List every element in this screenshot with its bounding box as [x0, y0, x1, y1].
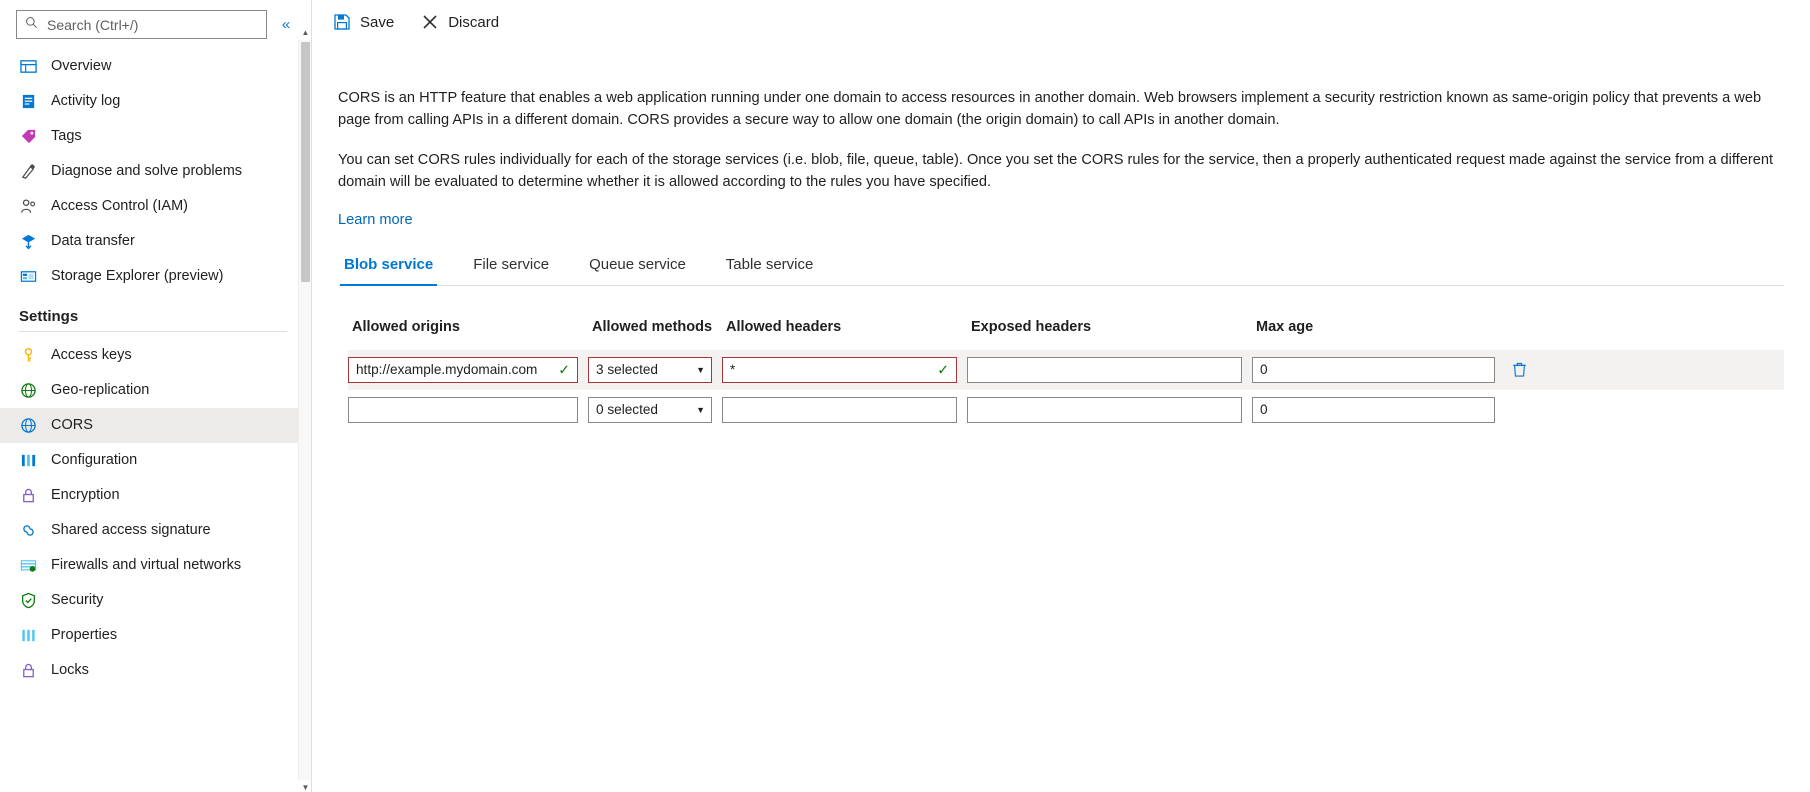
- cell-allowed-origins: [348, 397, 588, 423]
- sidebar-item-label: Firewalls and virtual networks: [51, 557, 242, 574]
- command-bar: [312, 0, 1810, 44]
- diagnose-icon: [19, 163, 37, 181]
- search-box[interactable]: [16, 10, 267, 39]
- tags-icon: [19, 128, 37, 146]
- key-icon: [19, 347, 37, 365]
- sidebar-item-firewalls-and-virtual-networks[interactable]: [0, 548, 311, 583]
- lock-icon: [19, 487, 37, 505]
- sidebar-item-label: Locks: [51, 662, 89, 679]
- sidebar-item-label: Storage Explorer (preview): [51, 268, 224, 285]
- column-header-max-age: Max age: [1256, 318, 1314, 335]
- properties-icon: [19, 627, 37, 645]
- trash-icon: [1511, 361, 1528, 378]
- sidebar-item-encryption[interactable]: [0, 478, 311, 513]
- sidebar-item-configuration[interactable]: [0, 443, 311, 478]
- cors-content: [312, 44, 1810, 430]
- sidebar-item-label: Configuration: [51, 452, 138, 469]
- column-header-allowed-headers: Allowed headers: [726, 318, 842, 335]
- access-control-icon: [19, 198, 37, 216]
- allowed-headers-input[interactable]: [722, 357, 957, 383]
- save-icon: [332, 13, 351, 32]
- sidebar-item-label: Encryption: [51, 487, 120, 504]
- tab-blob-service[interactable]: Blob service: [340, 250, 437, 285]
- discard-button[interactable]: [418, 9, 501, 36]
- sidebar-item-label: Tags: [51, 128, 82, 145]
- settings-section-header: Settings: [19, 308, 79, 325]
- chevron-down-icon: ▼: [696, 364, 705, 375]
- sidebar-item-access-control-iam[interactable]: [0, 189, 311, 224]
- column-header-allowed-methods: Allowed methods: [592, 318, 713, 335]
- save-button-label: Save: [360, 13, 395, 31]
- chevron-down-icon: ▼: [696, 404, 705, 415]
- cell-allowed-methods: [588, 397, 722, 423]
- column-header-exposed-headers: Exposed headers: [971, 318, 1092, 335]
- discard-button-label: Discard: [448, 13, 500, 31]
- allowed-methods-value: 3 selected: [596, 362, 658, 378]
- sidebar-item-security[interactable]: [0, 583, 311, 618]
- sidebar-item-label: Activity log: [51, 93, 121, 110]
- allowed-methods-value: 0 selected: [596, 402, 658, 418]
- service-tabs: [338, 250, 1784, 286]
- allowed-origins-input[interactable]: [348, 397, 578, 423]
- tab-table-service[interactable]: Table service: [725, 255, 814, 273]
- sidebar-item-access-keys[interactable]: [0, 338, 311, 373]
- sidebar-item-label: Overview: [51, 58, 112, 75]
- exposed-headers-input[interactable]: [967, 357, 1242, 383]
- table-row: [348, 390, 1784, 430]
- sidebar-item-label: Data transfer: [51, 233, 135, 250]
- sidebar-item-overview[interactable]: [0, 49, 311, 84]
- sidebar-item-label: Geo-replication: [51, 382, 150, 399]
- sidebar-item-label: Properties: [51, 627, 118, 644]
- globe-icon: [19, 382, 37, 400]
- grid-header-row: [348, 312, 1784, 342]
- search-icon: [25, 16, 38, 34]
- close-icon: [420, 13, 439, 32]
- collapse-menu-button[interactable]: «: [281, 16, 291, 33]
- sidebar-item-label: Security: [51, 592, 104, 609]
- tab-queue-service[interactable]: Queue service: [589, 255, 686, 273]
- cell-max-age: [1252, 397, 1505, 423]
- overview-icon: [19, 58, 37, 76]
- cell-allowed-headers: [722, 357, 967, 383]
- sidebar-item-data-transfer[interactable]: [0, 224, 311, 259]
- cors-icon: [19, 417, 37, 435]
- storage-explorer-icon: [19, 268, 37, 286]
- column-header-allowed-origins: Allowed origins: [352, 318, 460, 335]
- cell-exposed-headers: [967, 397, 1252, 423]
- configuration-icon: [19, 452, 37, 470]
- cell-allowed-origins: [348, 357, 588, 383]
- sidebar-scrollbar-thumb[interactable]: [301, 42, 310, 282]
- firewall-icon: [19, 557, 37, 575]
- allowed-methods-dropdown[interactable]: [588, 397, 712, 423]
- exposed-headers-input[interactable]: [967, 397, 1242, 423]
- delete-rule-button[interactable]: [1505, 357, 1533, 383]
- sidebar-search-row: [0, 0, 311, 47]
- sidebar-item-label: Access keys: [51, 347, 132, 364]
- cell-actions: [1505, 357, 1545, 383]
- sidebar-item-label: Access Control (IAM): [51, 198, 188, 215]
- cell-exposed-headers: [967, 357, 1252, 383]
- cell-allowed-methods: [588, 357, 722, 383]
- sidebar-item-activity-log[interactable]: [0, 84, 311, 119]
- table-row: [348, 350, 1784, 390]
- sidebar-scrollbar[interactable]: [298, 28, 311, 792]
- learn-more-link[interactable]: Learn more: [338, 211, 413, 228]
- sidebar-item-cors[interactable]: [0, 408, 311, 443]
- settings-section-divider: [19, 331, 287, 332]
- sidebar-item-tags[interactable]: [0, 119, 311, 154]
- shield-icon: [19, 592, 37, 610]
- scroll-up-icon[interactable]: ▲: [301, 28, 310, 37]
- sidebar-item-shared-access-signature[interactable]: [0, 513, 311, 548]
- save-button[interactable]: [330, 9, 396, 36]
- cors-description-paragraph-2: You can set CORS rules individually for each of the storage services (i.e. blob, file, queue, table). Once you set the CORS rules for the service, then a properly authenticated request made against the service from a different domain will be evaluated to determine whether it is allowed according to the rules you have specified.: [338, 151, 1774, 190]
- sidebar-item-properties[interactable]: [0, 618, 311, 653]
- sidebar-item-diagnose-and-solve-problems[interactable]: [0, 154, 311, 189]
- sidebar-nav: [0, 47, 311, 688]
- resource-menu-sidebar: [0, 0, 312, 792]
- cell-allowed-headers: [722, 397, 967, 423]
- allowed-headers-input[interactable]: [722, 397, 957, 423]
- allowed-methods-dropdown[interactable]: [588, 357, 712, 383]
- scroll-down-icon[interactable]: ▼: [301, 783, 310, 792]
- sidebar-item-label: Shared access signature: [51, 522, 211, 539]
- max-age-input[interactable]: [1252, 397, 1495, 423]
- sidebar-item-label: CORS: [51, 417, 93, 434]
- search-input[interactable]: [45, 16, 258, 34]
- cors-main-panel: [312, 0, 1810, 792]
- cors-rules-grid: [338, 312, 1784, 430]
- tab-file-service[interactable]: File service: [473, 255, 550, 273]
- allowed-origins-input[interactable]: [348, 357, 578, 383]
- valid-check-icon: ✓: [558, 361, 570, 378]
- sidebar-item-locks[interactable]: [0, 653, 311, 688]
- cors-description-paragraph-1: CORS is an HTTP feature that enables a web application running under one domain to access resources in another domain. Web browsers implement a security restriction known as same-origin policy that prevents a web page from calling APIs in a different domain. CORS provides a secure way to allow one domain (the origin domain) to call APIs in another domain.: [338, 89, 1762, 128]
- activity-log-icon: [19, 93, 37, 111]
- max-age-input[interactable]: [1252, 357, 1495, 383]
- sidebar-item-label: Diagnose and solve problems: [51, 163, 243, 180]
- valid-check-icon: ✓: [937, 361, 949, 378]
- shared-access-signature-icon: [19, 522, 37, 540]
- cell-max-age: [1252, 357, 1505, 383]
- sidebar-item-storage-explorer-preview[interactable]: [0, 259, 311, 294]
- sidebar-item-geo-replication[interactable]: [0, 373, 311, 408]
- lock-icon: [19, 662, 37, 680]
- data-transfer-icon: [19, 233, 37, 251]
